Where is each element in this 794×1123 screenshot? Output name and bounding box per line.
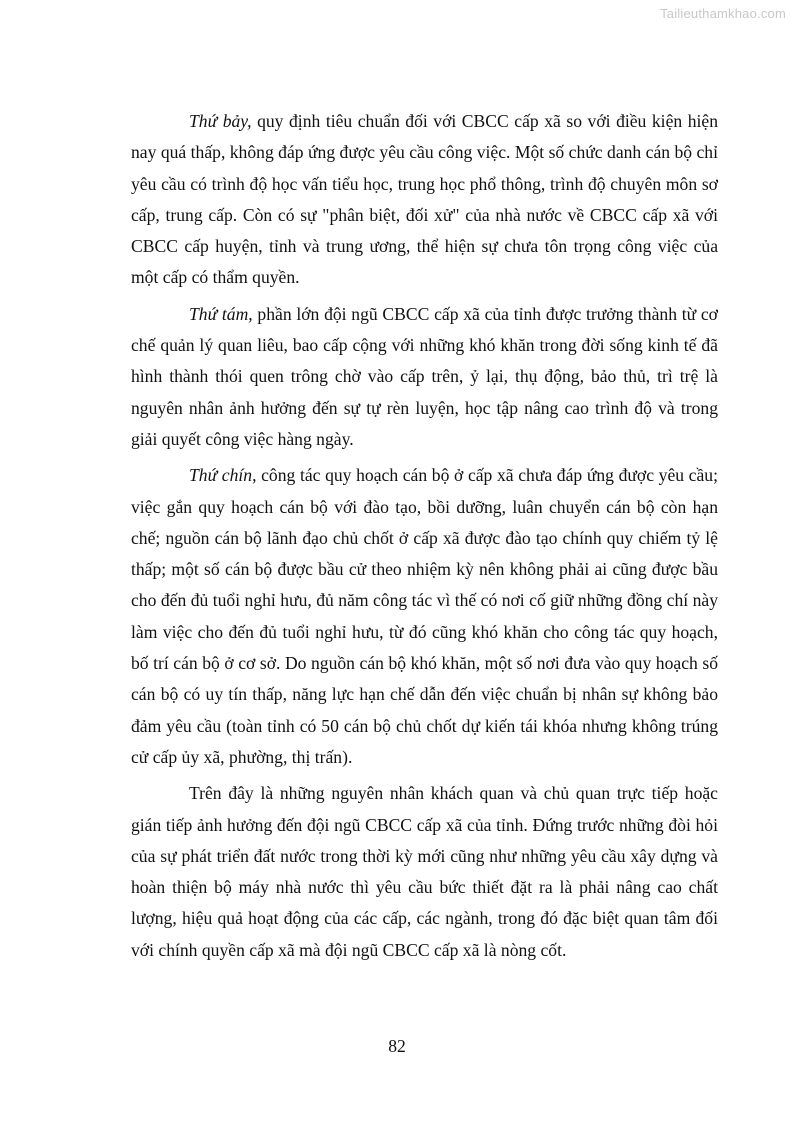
paragraph-lead: Thứ chín, (189, 465, 257, 486)
watermark: Tailieuthamkhao.com (660, 6, 786, 21)
paragraph-thu-tam (131, 299, 718, 455)
paragraph-text: quy định tiêu chuẩn đối với CBCC cấp xã so với điều kiện hiện nay quá thấp, không đáp ứng được yêu cầu công việc. Một số chức danh cán bộ chỉ yêu cầu có trình độ học vấn tiểu học, trung học phổ thông, trình độ chuyên môn sơ cấp, trung cấp. Còn có sự "phân biệt, đối xử" của nhà nước về CBCC cấp xã với CBCC cấp huyện, tỉnh và trung ương, thể hiện sự chưa tôn trọng công việc của một cấp có thẩm quyền. (131, 111, 719, 288)
paragraph-text: Trên đây là những nguyên nhân khách quan và chủ quan trực tiếp hoặc gián tiếp ảnh hưởng đến đội ngũ CBCC cấp xã của tỉnh. Đứng trước những đòi hỏi của sự phát triển đất nước trong thời kỳ mới cũng như những yêu cầu xây dựng và hoàn thiện bộ máy nhà nước thì yêu cầu bức thiết đặt ra là phải nâng cao chất lượng, hiệu quả hoạt động của các cấp, các ngành, trong đó đặc biệt quan tâm đối với chính quyền cấp xã mà đội ngũ CBCC cấp xã là nòng cốt. (131, 783, 718, 960)
paragraph-conclusion (131, 778, 718, 966)
paragraph-thu-chin (131, 460, 718, 773)
page-number: 82 (388, 1036, 406, 1056)
paragraph-text: công tác quy hoạch cán bộ ở cấp xã chưa đáp ứng được yêu cầu; việc gắn quy hoạch cán bộ với đào tạo, bồi dưỡng, luân chuyển cán bộ còn hạn chế; nguồn cán bộ lãnh đạo chủ chốt ở cấp xã được đào tạo chính quy chiếm tỷ lệ thấp; một số cán bộ được bầu cử theo nhiệm kỳ nên không phải ai cũng được bầu cho đến đủ tuổi nghỉ hưu, đủ năm công tác vì thế có nơi cố giữ những đồng chí này làm việc cho đến đủ tuổi nghỉ hưu, từ đó cũng khó khăn cho công tác quy hoạch, bố trí cán bộ ở cơ sở. Do nguồn cán bộ khó khăn, một số nơi đưa vào quy hoạch số cán bộ có uy tín thấp, năng lực hạn chế dẫn đến việc chuẩn bị nhân sự không bảo đảm yêu cầu (toàn tỉnh có 50 cán bộ chủ chốt dự kiến tái khóa nhưng không trúng cử cấp ủy xã, phường, thị trấn). (131, 465, 718, 767)
paragraph-thu-bay (131, 106, 718, 294)
paragraph-lead: Thứ bảy, (189, 111, 252, 131)
paragraph-lead: Thứ tám, (189, 303, 253, 324)
paragraph-text: phần lớn đội ngũ CBCC cấp xã của tỉnh được trưởng thành từ cơ chế quản lý quan liêu, bao cấp cộng với những khó khăn trong đời sống kinh tế đã hình thành thói quen trông chờ vào cấp trên, ỷ lại, thụ động, bảo thủ, trì trệ là nguyên nhân ảnh hưởng đến sự tự rèn luyện, học tập nâng cao trình độ và trong giải quyết công việc hàng ngày. (131, 303, 718, 449)
document-body (131, 106, 718, 971)
